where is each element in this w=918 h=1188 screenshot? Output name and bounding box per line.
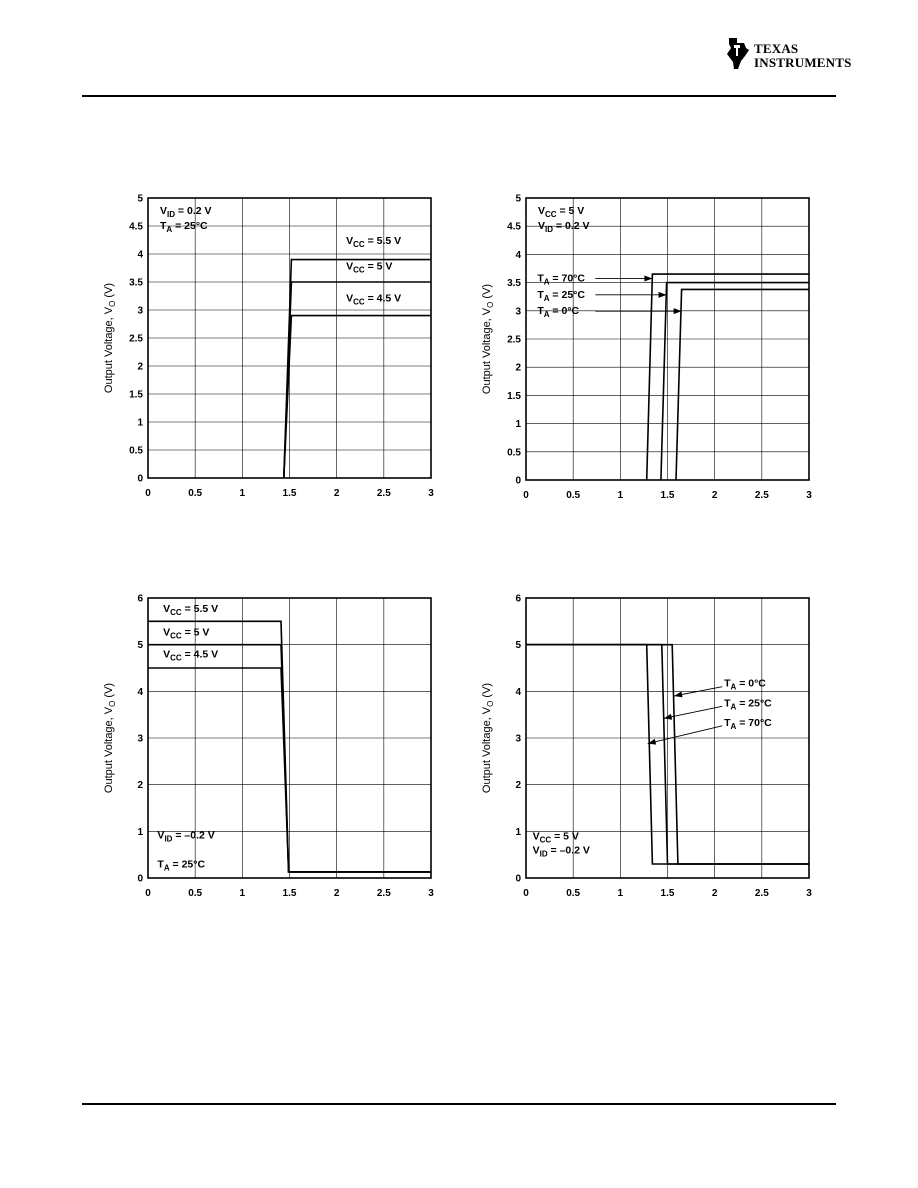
condition-label: $V_{CC} = 5$ V	[532, 830, 579, 845]
condition-label: $V_{CC} = 5$ V	[538, 205, 585, 219]
chart-vo-vs-negative-vid-vcc	[0, 582, 460, 912]
y-tick-label: 2	[515, 780, 521, 792]
series-line-0	[647, 274, 809, 480]
x-tick-label: 0	[523, 888, 529, 899]
series-label-1: $V_{CC} = 5$ V	[163, 626, 210, 641]
x-tick-label: 2	[333, 488, 340, 499]
x-tick-label: 1.5	[660, 888, 675, 899]
series-label-2: $V_{CC} = 4.5$ V	[163, 648, 219, 663]
series-arrow-0	[595, 275, 652, 281]
y-tick-label: 4.5	[129, 221, 143, 233]
series-label-1: $V_{CC} = 5$ V	[346, 260, 393, 275]
x-tick-label: 0.5	[566, 888, 581, 899]
y-tick-label: 3.5	[507, 278, 521, 290]
x-tick-label: 2.5	[754, 490, 769, 501]
condition-label: $V_{ID} = -0.2$ V	[532, 844, 590, 859]
x-tick-label: 3	[428, 888, 434, 899]
series-label-2: $T_A = 70^\circ C$	[724, 716, 772, 731]
chart-vo-vs-vid-vcc	[0, 180, 460, 510]
brand-instruments: INSTRUMENTS	[754, 55, 852, 70]
condition-label: $V_{ID} = -0.2$ V	[157, 829, 215, 844]
y-tick-label: 2	[515, 362, 521, 374]
brand-texas: TEXAS	[754, 41, 799, 56]
series-arrow-1	[595, 292, 666, 298]
x-tick-label: 3	[806, 888, 812, 899]
y-axis-label: Output Voltage, $V_O$ (V)	[103, 682, 117, 794]
y-tick-label: 0	[137, 873, 143, 885]
y-axis-label: Output Voltage, $V_O$ (V)	[103, 282, 117, 394]
y-axis-label: Output Voltage, $V_O$ (V)	[481, 682, 495, 794]
x-tick-label: 1.5	[282, 888, 297, 899]
y-tick-label: 2.5	[129, 333, 143, 345]
series-line-2	[284, 316, 431, 478]
y-tick-label: 4	[515, 249, 521, 261]
x-tick-label: 1	[239, 888, 246, 899]
x-tick-label: 1	[617, 490, 624, 501]
series-line-1	[284, 282, 431, 478]
series-line-1	[661, 283, 809, 480]
y-tick-label: 1.5	[129, 389, 143, 401]
y-tick-label: 3.5	[129, 277, 143, 289]
y-tick-label: 1.5	[507, 390, 521, 402]
y-tick-label: 4	[137, 249, 143, 261]
x-tick-label: 0.5	[566, 490, 581, 501]
y-axis-label: Output Voltage, $V_O$ (V)	[481, 283, 495, 395]
condition-label: $T_A = 25^\circ C$	[160, 220, 208, 234]
x-tick-label: 1	[239, 488, 246, 499]
series-arrow-0	[674, 687, 722, 698]
y-tick-label: 6	[137, 593, 143, 605]
texas-instruments-logo	[724, 34, 852, 76]
series-label-2: $V_{CC} = 4.5$ V	[346, 292, 402, 307]
y-tick-label: 0.5	[507, 447, 521, 459]
y-tick-label: 3	[137, 305, 143, 317]
y-tick-label: 1	[137, 826, 143, 838]
x-tick-label: 3	[428, 488, 434, 499]
y-tick-label: 2.5	[507, 334, 521, 346]
footer-rule	[82, 1103, 836, 1105]
y-tick-label: 2	[137, 361, 143, 373]
x-tick-label: 0.5	[188, 488, 203, 499]
chart-vo-vs-negative-vid-temperature	[460, 582, 918, 912]
chart-vo-vs-vid-temperature	[460, 180, 918, 510]
y-tick-label: 4	[137, 686, 143, 698]
series-arrow-2	[648, 726, 723, 745]
x-tick-label: 0	[523, 490, 529, 501]
series-label-0: $T_A = 70^\circ C$	[537, 272, 585, 287]
y-tick-label: 3	[515, 306, 521, 318]
series-label-1: $T_A = 25^\circ C$	[537, 288, 585, 303]
x-tick-label: 2	[711, 490, 718, 501]
condition-label: $V_{ID} = 0.2$ V	[160, 205, 212, 219]
condition-label: $T_A = 25^\circ C$	[157, 858, 206, 873]
y-tick-label: 4.5	[507, 221, 521, 233]
y-tick-label: 6	[515, 593, 521, 605]
y-tick-label: 3	[515, 733, 521, 745]
y-tick-label: 1	[515, 826, 521, 838]
x-tick-label: 0	[145, 888, 151, 899]
y-tick-label: 5	[515, 193, 521, 205]
y-tick-label: 2	[137, 780, 143, 792]
y-tick-label: 0	[515, 475, 521, 487]
x-tick-label: 2.5	[376, 888, 391, 899]
x-tick-label: 0	[145, 488, 151, 499]
series-arrow-2	[595, 308, 681, 314]
y-tick-label: 0	[137, 473, 143, 485]
x-tick-label: 2	[711, 888, 718, 899]
series-label-0: $V_{CC} = 5.5$ V	[346, 234, 402, 249]
condition-label: $V_{ID} = 0.2$ V	[538, 220, 590, 234]
series-label-0: $T_A = 0^\circ C$	[724, 677, 766, 692]
series-line-0	[284, 260, 431, 478]
y-tick-label: 3	[137, 733, 143, 745]
series-label-1: $T_A = 25^\circ C$	[724, 697, 772, 712]
y-tick-label: 0	[515, 873, 521, 885]
y-tick-label: 4	[515, 686, 521, 698]
ti-emblem-icon	[724, 34, 752, 74]
y-tick-label: 1	[137, 417, 143, 429]
series-label-0: $V_{CC} = 5.5$ V	[163, 603, 219, 617]
x-tick-label: 0.5	[188, 888, 203, 899]
y-tick-label: 0.5	[129, 445, 143, 457]
y-tick-label: 5	[137, 640, 143, 652]
x-tick-label: 3	[806, 490, 812, 501]
x-tick-label: 2.5	[376, 488, 391, 499]
x-tick-label: 1.5	[660, 490, 675, 501]
y-tick-label: 5	[137, 193, 143, 205]
series-arrow-1	[664, 706, 722, 719]
grid	[526, 198, 809, 480]
header-rule	[82, 95, 836, 97]
series-label-2: $T_A = 0^\circ C$	[537, 305, 580, 320]
x-tick-label: 2	[333, 888, 340, 899]
x-tick-label: 1	[617, 888, 624, 899]
y-tick-label: 1	[515, 419, 521, 431]
x-tick-label: 2.5	[754, 888, 769, 899]
y-tick-label: 5	[515, 640, 521, 652]
x-tick-label: 1.5	[282, 488, 297, 499]
series-line-2	[676, 289, 809, 480]
